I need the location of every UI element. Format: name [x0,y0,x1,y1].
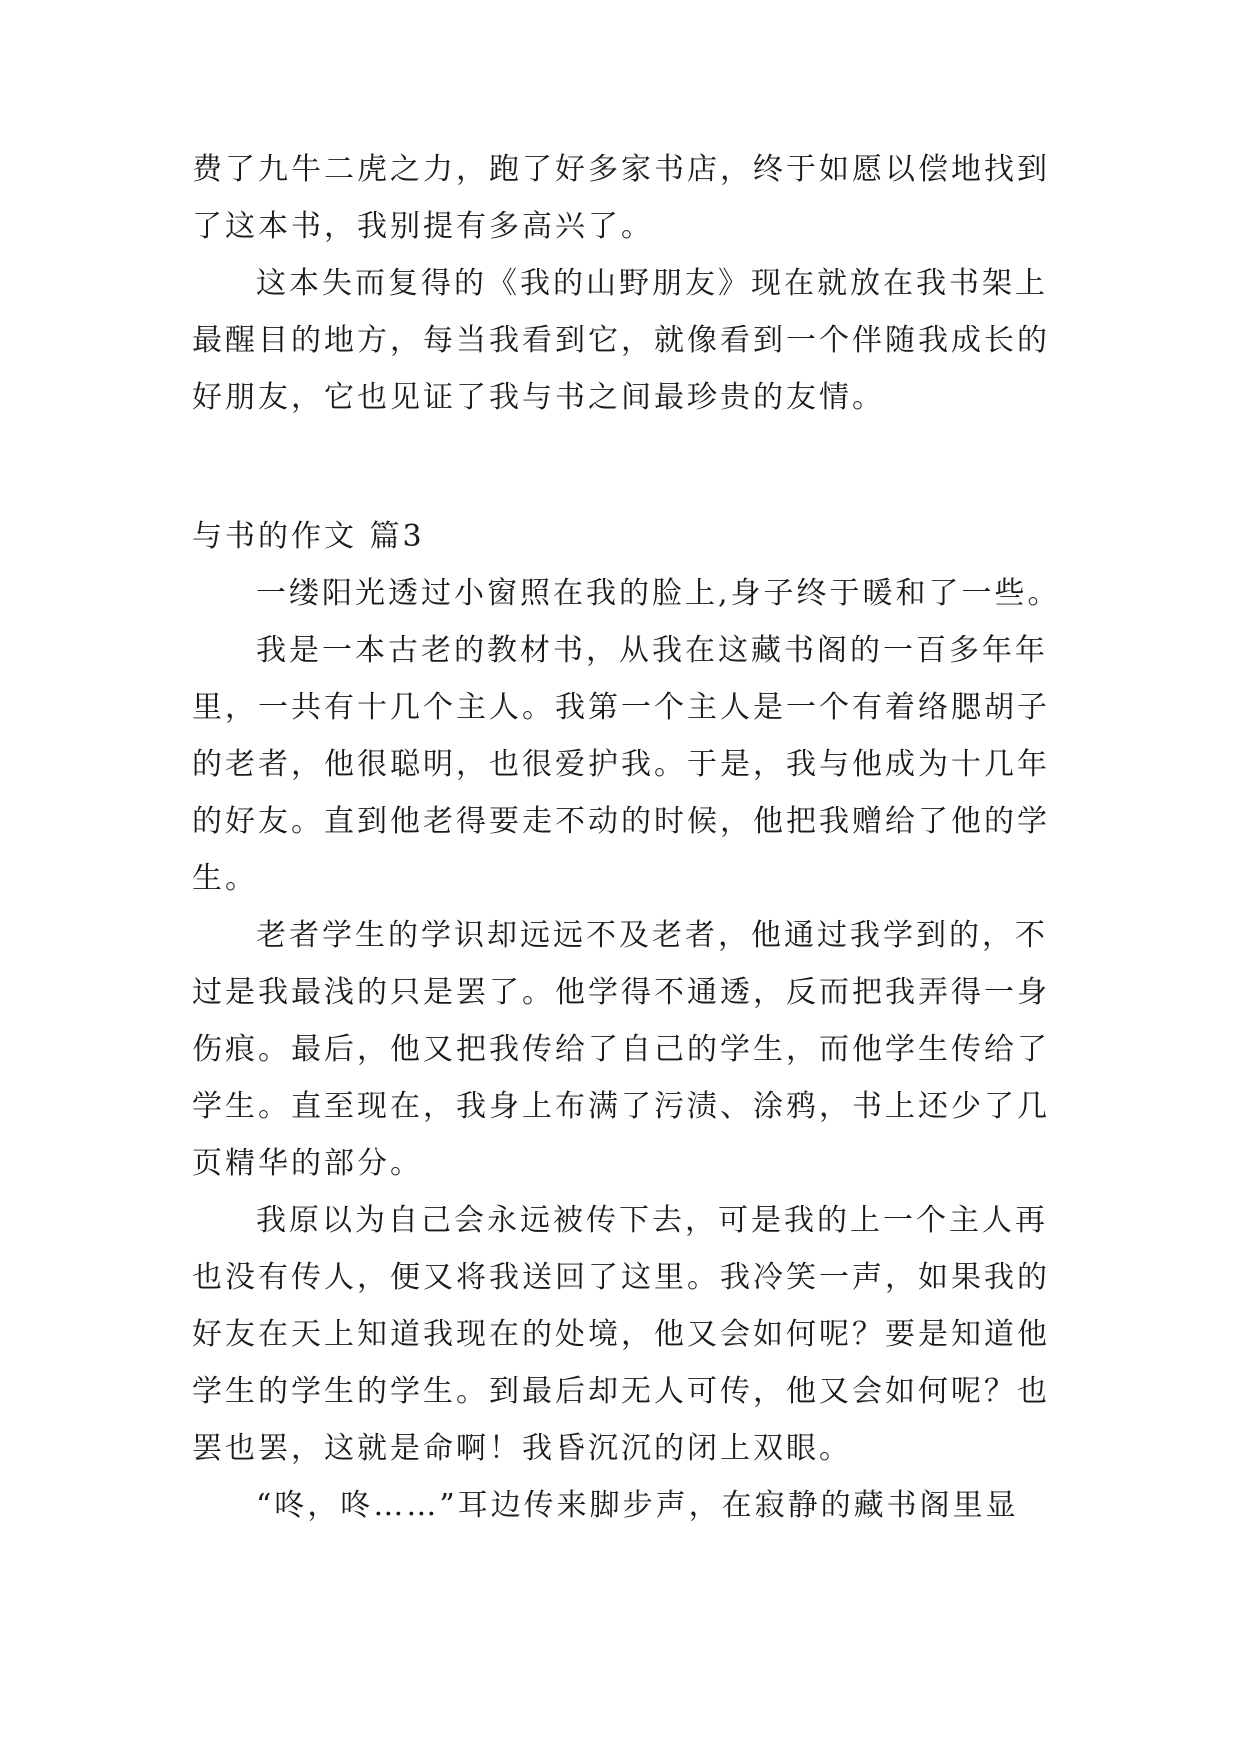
text-line: 了这本书，我别提有多高兴了。 [192,209,654,244]
paragraph-start-line: “咚，咚……”耳边传来脚步声，在寂静的藏书阁里显 [256,1488,1019,1523]
text-line: 好朋友，它也见证了我与书之间最珍贵的友情。 [192,380,885,415]
text-line: 好友在天上知道我现在的处境，他又会如何呢？要是知道他 [192,1317,1050,1352]
text-line: 伤痕。最后，他又把我传给了自己的学生，而他学生传给了 [192,1032,1050,1067]
text-line: 罢也罢，这就是命啊！我昏沉沉的闭上双眼。 [192,1431,852,1466]
paragraph-start-line: 这本失而复得的《我的山野朋友》现在就放在我书架上 [256,266,1048,301]
text-line: 的老者，他很聪明，也很爱护我。于是，我与他成为十几年 [192,747,1050,782]
text-line: 页精华的部分。 [192,1146,423,1181]
text-line: 的好友。直到他老得要走不动的时候，他把我赠给了他的学 [192,804,1050,839]
text-line: 里，一共有十几个主人。我第一个主人是一个有着络腮胡子 [192,690,1050,725]
text-line: 过是我最浅的只是罢了。他学得不通透，反而把我弄得一身 [192,975,1050,1010]
text-line: 最醒目的地方，每当我看到它，就像看到一个伴随我成长的 [192,323,1050,358]
paragraph-start-line: 我原以为自己会永远被传下去，可是我的上一个主人再 [256,1203,1048,1238]
text-line: 费了九牛二虎之力，跑了好多家书店，终于如愿以偿地找到 [192,152,1050,187]
section-heading: 与书的作文 篇3 [192,519,425,554]
text-line: 学生的学生的学生。到最后却无人可传，他又会如何呢？也 [192,1374,1050,1409]
paragraph-start-line: 一缕阳光透过小窗照在我的脸上,身子终于暖和了一些。 [256,576,1061,611]
paragraph-start-line: 我是一本古老的教材书，从我在这藏书阁的一百多年年 [256,633,1048,668]
text-line: 学生。直至现在，我身上布满了污渍、涂鸦，书上还少了几 [192,1089,1050,1124]
text-line: 生。 [192,861,258,896]
text-line: 也没有传人，便又将我送回了这里。我冷笑一声，如果我的 [192,1260,1050,1295]
paragraph-start-line: 老者学生的学识却远远不及老者，他通过我学到的，不 [256,918,1048,953]
